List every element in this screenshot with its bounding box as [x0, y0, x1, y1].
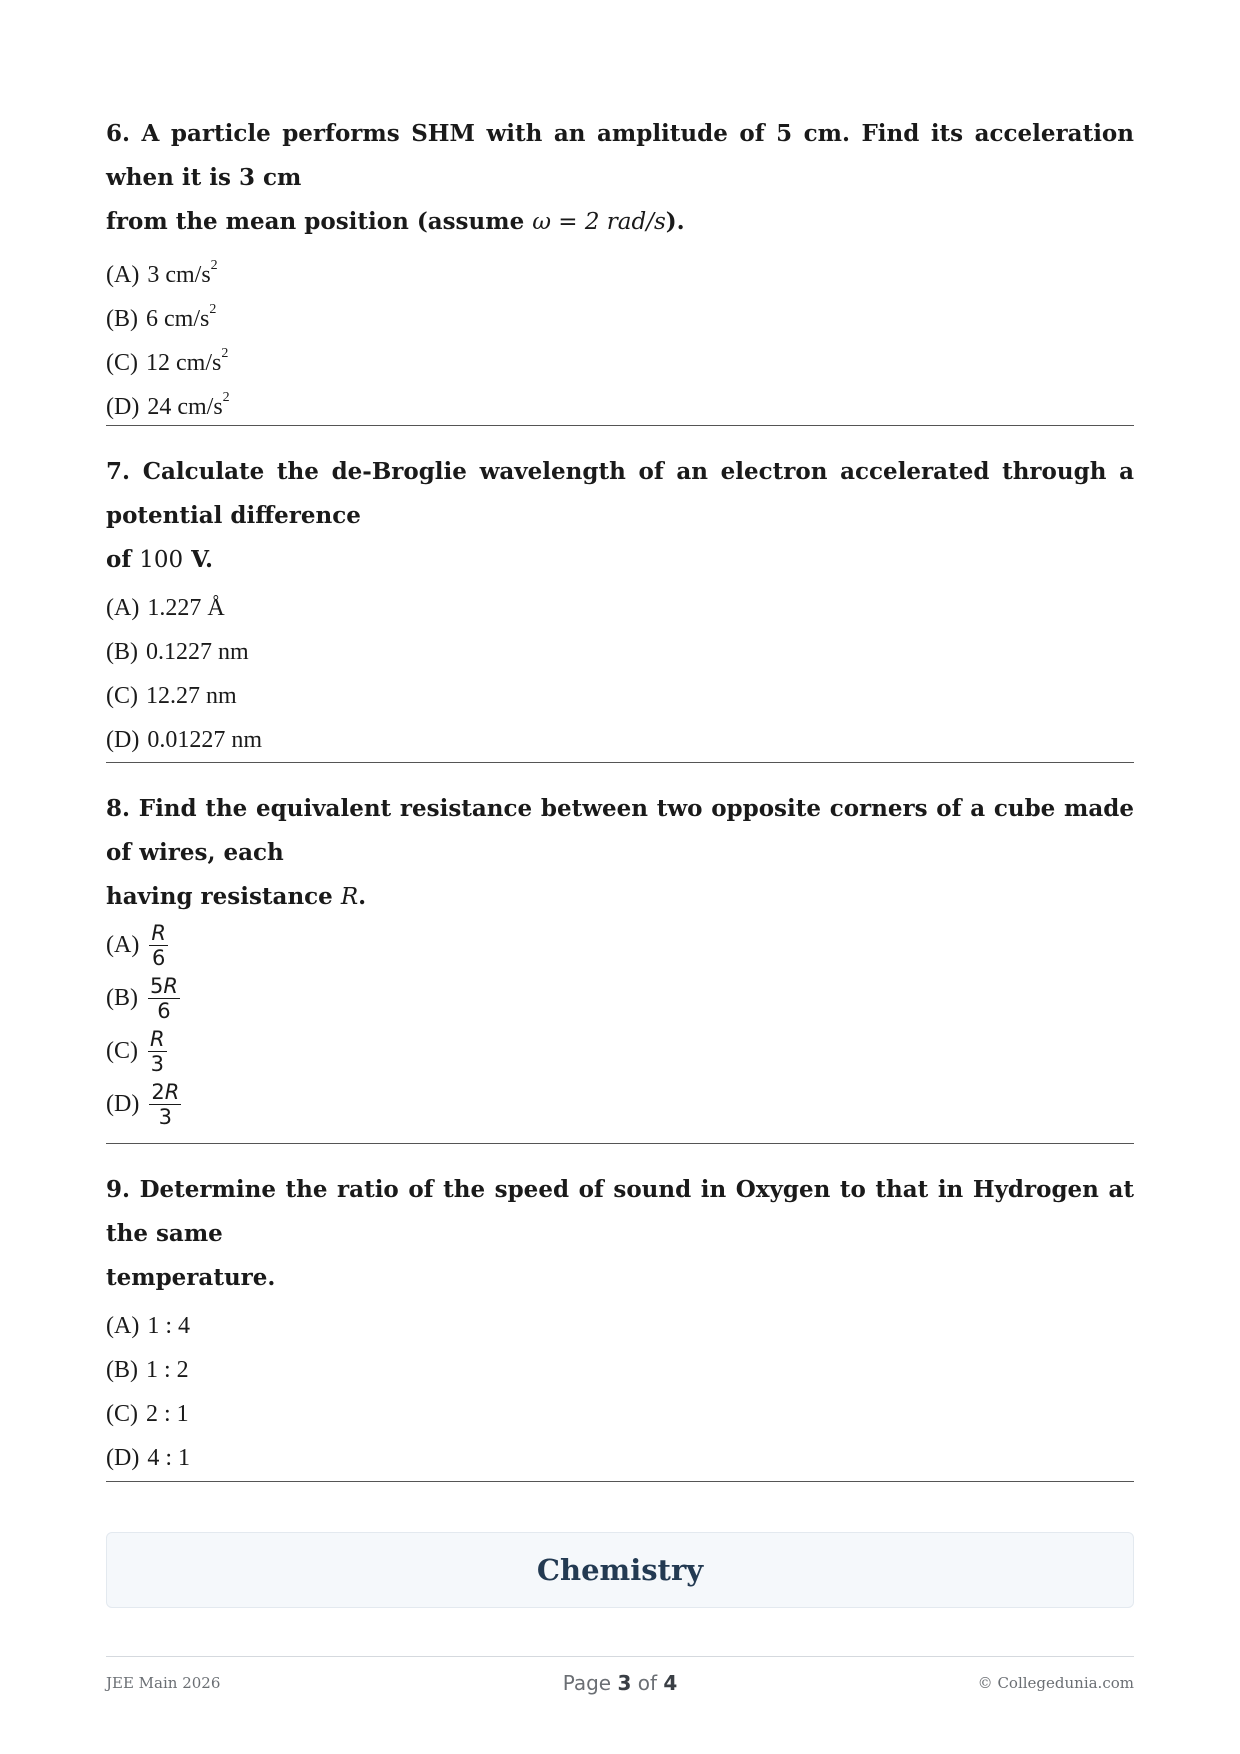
option-c[interactable]: (C) 12 $cm/s^2$	[106, 346, 229, 376]
divider	[106, 1143, 1134, 1144]
question-8	[106, 787, 1134, 1131]
option-b[interactable]: (B) 6 $cm/s^2$	[106, 302, 217, 332]
footer-divider	[106, 1656, 1134, 1657]
divider	[106, 425, 1134, 426]
fraction: $\frac{5R}{6}$	[150, 974, 178, 1023]
option-a[interactable]: (A) $\frac{R}{6}$	[106, 921, 166, 970]
option-d[interactable]: (D) 0.01227 nm	[106, 727, 262, 753]
option-b[interactable]: (B) 1 : 2	[106, 1357, 189, 1383]
page-footer	[106, 1668, 1134, 1698]
question-7	[106, 450, 1134, 762]
divider	[106, 1481, 1134, 1482]
option-b[interactable]: (B) $\frac{5R}{6}$	[106, 974, 178, 1023]
fraction: $\frac{2R}{3}$	[151, 1080, 180, 1129]
option-a[interactable]: (A) 3 $cm/s^2$	[106, 258, 218, 288]
question-6	[106, 112, 1134, 424]
fraction: $\frac{R}{3}$	[150, 1027, 165, 1076]
option-b[interactable]: (B) 0.1227 nm	[106, 639, 249, 665]
copyright: © Collegedunia.com	[977, 1674, 1134, 1692]
option-d[interactable]: (D) 4 : 1	[106, 1445, 190, 1471]
page-number: Page 3 of 4	[562, 1671, 678, 1695]
question-9	[106, 1168, 1134, 1480]
section-header	[106, 1532, 1134, 1608]
option-d[interactable]: (D) $\frac{2R}{3}$	[106, 1080, 180, 1129]
question-text: 6. A particle performs SHM with an amplitude of 5 cm. Find its acceleration when it is 3 cm from the mean position (assume ω = 2 rad/s).	[106, 120, 1134, 235]
question-text: 7. Calculate the de-Broglie wavelength of an electron accelerated through a potential difference of 100 V.	[106, 458, 1134, 573]
option-a[interactable]: (A) 1 : 4	[106, 1313, 190, 1339]
fraction: $\frac{R}{6}$	[151, 921, 166, 970]
option-c[interactable]: (C) 12.27 nm	[106, 683, 237, 709]
option-d[interactable]: (D) 24 $cm/s^2$	[106, 390, 230, 420]
exam-name: JEE Main 2026	[106, 1674, 221, 1692]
option-a[interactable]: (A) 1.227 Å	[106, 595, 225, 621]
question-text: 9. Determine the ratio of the speed of sound in Oxygen to that in Hydrogen at the same temperature.	[106, 1176, 1134, 1291]
option-c[interactable]: (C) 2 : 1	[106, 1401, 189, 1427]
question-text: 8. Find the equivalent resistance between two opposite corners of a cube made of wires, each having resistance R.	[106, 795, 1134, 910]
option-c[interactable]: (C) $\frac{R}{3}$	[106, 1027, 165, 1076]
section-title: Chemistry	[536, 1553, 704, 1587]
divider	[106, 762, 1134, 763]
